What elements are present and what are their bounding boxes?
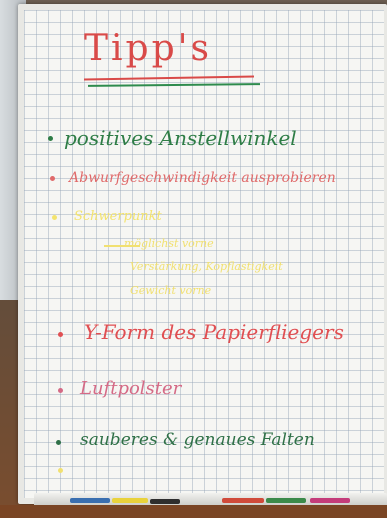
marker [266, 498, 306, 503]
title: Tipp's [84, 28, 212, 69]
bullet-dot [48, 136, 53, 141]
tip-2: Abwurfgeschwindigkeit ausprobieren [69, 170, 336, 186]
tip-5: Luftpolster [80, 378, 182, 399]
bullet-dot [58, 332, 63, 337]
tip-3-sub-2: Verstärkung, Kopflastigkeit [130, 260, 283, 273]
marker [150, 499, 180, 504]
title-underline-red [84, 76, 254, 81]
tip-4: Y-Form des Papierfliegers [84, 320, 344, 344]
title-underline-green [88, 83, 260, 87]
tip-1: positives Anstellwinkel [64, 126, 297, 150]
marker [70, 498, 110, 503]
floor [0, 505, 387, 518]
tip-6: sauberes & genaues Falten [80, 430, 315, 450]
bullet-dot [58, 388, 63, 393]
bullet-dot [58, 468, 63, 473]
tip-3: Schwerpunkt [74, 209, 162, 224]
flipchart-paper [24, 10, 384, 498]
marker [222, 498, 264, 503]
marker [112, 498, 148, 503]
bullet-dot [52, 215, 57, 220]
marker [310, 498, 350, 503]
tip-3-sub-3: Gewicht vorne [130, 284, 212, 297]
bullet-dot [56, 440, 61, 445]
tip-3-sub-1: möglichst vorne [124, 237, 214, 250]
bullet-dot [50, 176, 55, 181]
